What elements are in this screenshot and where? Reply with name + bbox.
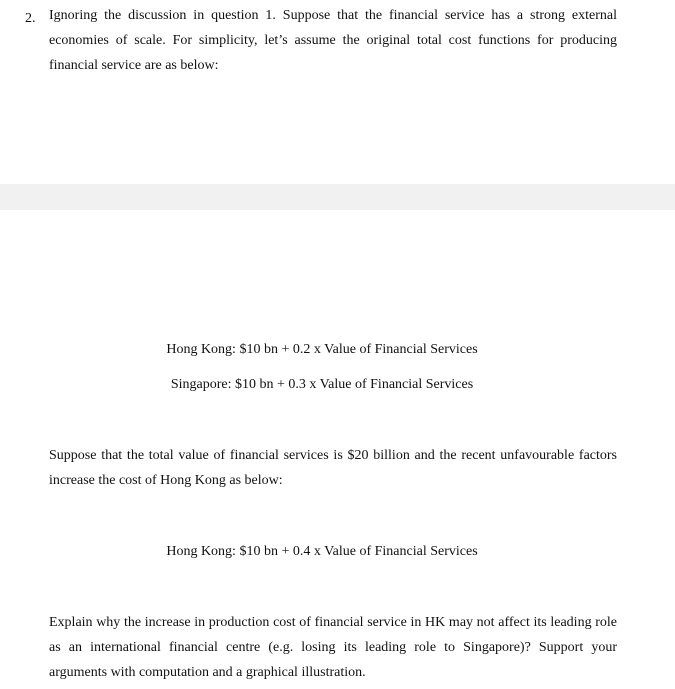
singapore-cost-function: Singapore: $10 bn + 0.3 x Value of Financial Services [170,377,474,392]
page-break-divider [0,184,675,210]
question-intro-paragraph: Ignoring the discussion in question 1. Suppose that the financial service has a strong external economies of scale. For simplicity, let’s assume the original total cost functions for producing financial service are as below: [49,8,617,73]
hong-kong-new-cost-function: Hong Kong: $10 bn + 0.4 x Value of Financial Services [166,544,478,559]
hong-kong-cost-function: Hong Kong: $10 bn + 0.2 x Value of Financial Services [166,342,478,357]
scenario-paragraph: Suppose that the total value of financial services is $20 billion and the recent unfavourable factors increase the cost of Hong Kong as below: [49,448,617,488]
task-paragraph: Explain why the increase in production cost of financial service in HK may not affect its leading role as an international financial centre (e.g. losing its leading role to Singapore)? Support your arguments with computation and a graphical illustration. [49,615,617,680]
question-number: 2. [25,11,36,26]
